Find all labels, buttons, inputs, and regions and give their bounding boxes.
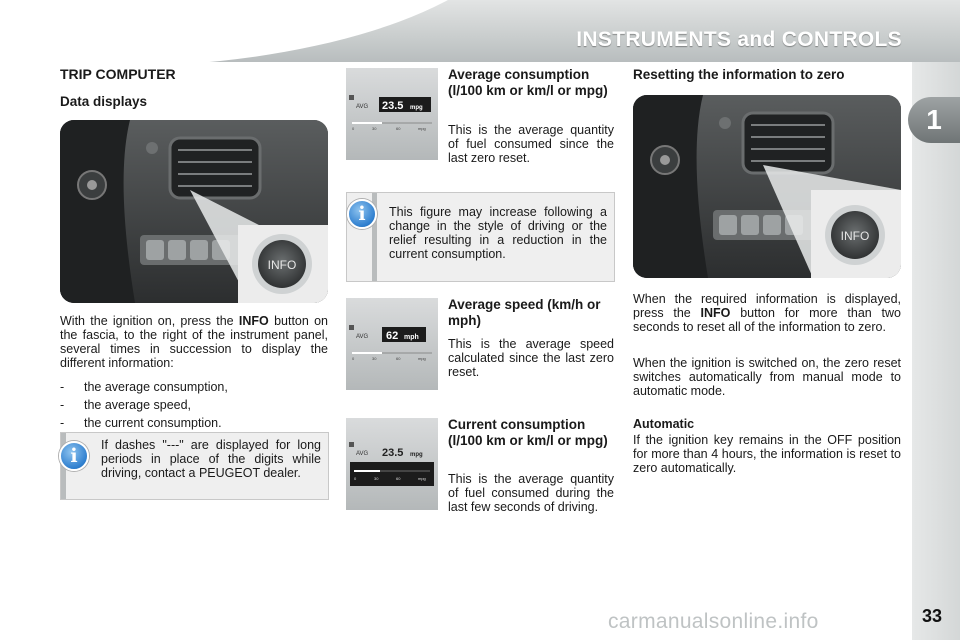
info-icon: i — [347, 199, 377, 229]
info-note-box — [60, 432, 329, 500]
reset-title: Resetting the information to zero — [633, 67, 845, 82]
display-value: 23.5 — [382, 100, 404, 112]
avg-consumption-display-graphic — [346, 68, 438, 160]
scale-tick: 0 — [352, 126, 355, 131]
current-consumption-display-graphic — [346, 418, 438, 510]
scale-tick: 30 — [372, 356, 377, 361]
list-item — [60, 380, 328, 394]
automatic-title: Automatic — [633, 417, 695, 431]
current-consumption-display — [346, 418, 438, 510]
scale-tick: 0 — [354, 476, 357, 481]
display-avg-label: AVG — [356, 334, 369, 340]
list-item-text: the average consumption, — [84, 380, 228, 394]
info-icon: i — [59, 441, 89, 471]
list-item — [60, 398, 328, 412]
scale-tick: 30 — [374, 476, 379, 481]
info-button-label: INFO — [840, 229, 870, 243]
scale-tick: mpg — [418, 126, 426, 131]
scale-tick: 60 — [396, 476, 401, 481]
current-consumption-text: This is the average quantity of fuel consumed during the last few seconds of driving. — [448, 472, 614, 514]
display-value: 62 — [386, 330, 399, 342]
reset-text-after: button for more than two seconds to reset all of the information to zero. — [633, 306, 901, 334]
avg-consumption-title: Average consumption (l/100 km or km/l or mpg) — [448, 67, 608, 98]
scale-tick: mpg — [418, 476, 426, 481]
display-value: 23.5 — [382, 447, 404, 459]
display-unit: mph — [404, 334, 419, 341]
display-list — [60, 380, 328, 430]
intro-text-before: With the ignition on, press the — [60, 314, 234, 328]
avg-speed-display-graphic — [346, 298, 438, 390]
avg-consumption-display — [346, 68, 438, 160]
display-avg-label: AVG — [356, 451, 369, 457]
avg-speed-title: Average speed (km/h or mph) — [448, 297, 601, 328]
scale-tick: mpg — [418, 356, 426, 361]
page-number: 33 — [922, 606, 943, 626]
list-dash: - — [60, 398, 65, 412]
reset-paragraph-2: When the ignition is switched on, the zero reset switches automatically from manual mode to automatic mode. — [633, 356, 901, 398]
reset-text-before: When the required information is displayed, press the — [633, 292, 901, 320]
dashboard-illustration — [60, 120, 328, 303]
reset-paragraph-1 — [633, 292, 901, 334]
side-strip — [912, 62, 960, 640]
automatic-paragraph: If the ignition key remains in the OFF position for more than 4 hours, the information is reset to zero automatically. — [633, 433, 901, 475]
page-title: INSTRUMENTS and CONTROLS — [576, 28, 902, 51]
intro-info-bold: INFO — [238, 314, 269, 328]
intro-paragraph — [60, 314, 328, 370]
display-avg-label: AVG — [356, 104, 369, 110]
avg-consumption-text: This is the average quantity of fuel consumed since the last zero reset. — [448, 123, 614, 165]
avg-speed-text: This is the average speed calculated since the last zero reset. — [448, 337, 614, 379]
reset-dashboard-illustration — [633, 95, 901, 278]
scale-tick: 60 — [396, 126, 401, 131]
info-note-text: This figure may increase following a change in the style of driving or the relief resulting in a reduction in the current consumption. — [389, 205, 607, 261]
scale-tick: 60 — [396, 356, 401, 361]
info-note-box-middle — [346, 192, 615, 282]
scale-tick: 0 — [352, 356, 355, 361]
intro-text-after: button on the fascia, to the right of the instrument panel, several times in succession to display the different information: — [60, 314, 328, 370]
list-item-text: the current consumption. — [84, 416, 222, 430]
dashboard-photo — [60, 120, 328, 303]
info-note-text: If dashes "---" are displayed for long periods in place of the digits while driving, contact a PEUGEOT dealer. — [101, 438, 321, 480]
subsection-title: Data displays — [60, 94, 148, 109]
info-button-label: INFO — [267, 258, 297, 272]
display-unit: mpg — [410, 105, 423, 111]
list-item — [60, 416, 328, 430]
reset-dashboard-photo — [633, 95, 901, 278]
list-dash: - — [60, 380, 65, 394]
reset-info-bold: INFO — [700, 306, 731, 320]
avg-speed-display — [346, 298, 438, 390]
display-unit: mpg — [410, 452, 423, 458]
watermark: carmanualsonline.info — [608, 610, 819, 633]
section-title: TRIP COMPUTER — [60, 66, 176, 82]
chapter-tab[interactable]: 1 — [908, 97, 960, 143]
list-item-text: the average speed, — [84, 398, 192, 412]
list-dash: - — [60, 416, 65, 430]
scale-tick: 30 — [372, 126, 377, 131]
current-consumption-title: Current consumption (l/100 km or km/l or mpg) — [448, 417, 608, 448]
